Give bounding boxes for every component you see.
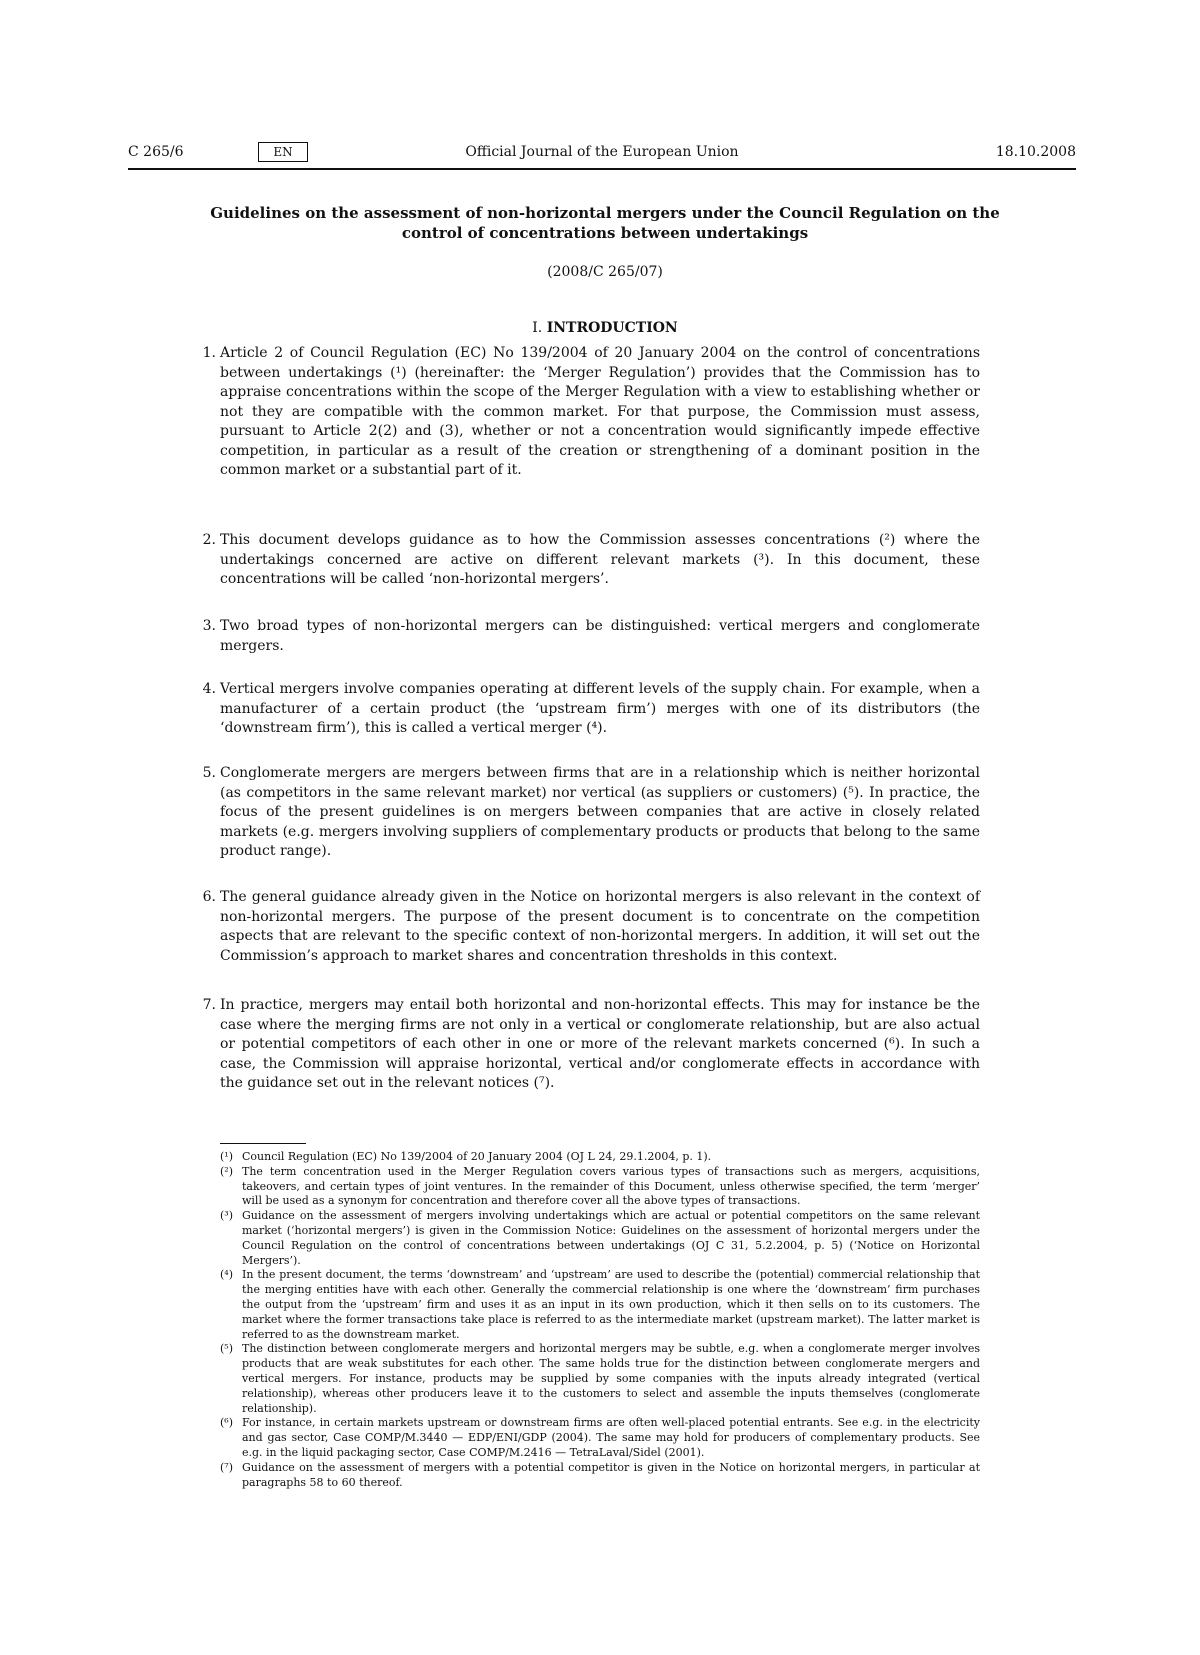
page-number: C 265/6	[128, 144, 184, 160]
footnote-divider	[220, 1143, 306, 1144]
paragraph-number: 7.	[202, 997, 216, 1013]
language-badge: EN	[258, 142, 308, 162]
footnote-number: (¹)	[220, 1150, 233, 1163]
footnote-2	[220, 1165, 980, 1209]
footnote-1	[220, 1150, 980, 1165]
section-title: INTRODUCTION	[546, 320, 678, 336]
paragraph-number: 2.	[202, 532, 216, 548]
footnotes	[220, 1150, 980, 1490]
footnote-text: The term concentration used in the Merger Regulation covers various types of transactions such as mergers, acquisitions, takeovers, and certain types of joint ventures. In the remainder of this Document, unless otherwise specified, the term ‘merger’ will be used as a synonym for concentration and therefore cover all the above types of transactions.	[242, 1164, 980, 1208]
publication-date: 18.10.2008	[995, 144, 1076, 160]
paragraph-number: 6.	[202, 889, 216, 905]
footnote-number: (³)	[220, 1209, 233, 1223]
footnote-text: Council Regulation (EC) No 139/2004 of 20 January 2004 (OJ L 24, 29.1.2004, p. 1).	[242, 1150, 712, 1163]
paragraph-text: Article 2 of Council Regulation (EC) No 139/2004 of 20 January 2004 on the control of concentrations between undertakings (¹) (hereinafter: the ‘Merger Regulation’) provides that the Commission has to appraise concentrations within the scope of the Merger Regulation with a view to establishing whether or not they are compatible with the common market. For that purpose, the Commission must assess, pursuant to Article 2(2) and (3), whether or not a concentration would significantly impede effective competition, in particular as a result of the creation or strengthening of a dominant position in the common market or a substantial part of it.	[220, 345, 980, 478]
journal-header	[128, 142, 1076, 170]
paragraph-7	[202, 996, 980, 1094]
paragraph-number: 5.	[202, 765, 216, 781]
footnote-number: (⁵)	[220, 1342, 233, 1356]
footnote-number: (⁶)	[220, 1416, 233, 1430]
paragraph-1	[202, 344, 980, 481]
paragraph-text: Two broad types of non-horizontal mergers can be distinguished: vertical mergers and conglomerate mergers.	[220, 618, 980, 654]
paragraph-text: Vertical mergers involve companies operating at different levels of the supply chain. For example, when a manufacturer of a certain product (the ‘upstream firm’) merges with one of its distributors (the ‘downstream firm’), this is called a vertical merger (⁴).	[220, 681, 980, 736]
paragraph-3	[202, 617, 980, 656]
footnote-number: (⁴)	[220, 1268, 233, 1282]
section-number: I.	[532, 320, 543, 336]
footnote-text: For instance, in certain markets upstream or downstream firms are often well-placed potential entrants. See e.g. in the electricity and gas sector, Case COMP/M.3440 — EDP/ENI/GDP (2004). The same may hold for producers of complementary products. See e.g. in the liquid packaging sector, Case COMP/M.2416 — TetraLaval/Sidel (2001).	[242, 1416, 980, 1459]
document-title: Guidelines on the assessment of non-horizontal mergers under the Council Regulation on the control of concentrations between undertakings	[210, 204, 1000, 242]
footnote-text: Guidance on the assessment of mergers with a potential competitor is given in the Notice on horizontal mergers, in particular at paragraphs 58 to 60 thereof.	[242, 1460, 980, 1489]
section-heading	[200, 320, 1010, 336]
footnote-6	[220, 1416, 980, 1460]
paragraph-number: 3.	[202, 618, 216, 634]
paragraph-number: 4.	[202, 681, 216, 697]
footnote-text: In the present document, the terms ‘downstream’ and ‘upstream’ are used to describe the (potential) commercial relationship that the merging entities have with each other. Generally the commercial relationship is one where the ‘downstream’ firm purchases the output from the ‘upstream’ firm and uses it as an input in its own production, which it then sells on to its customers. The market where the former transactions take place is referred to as the intermediate market (upstream market). The latter market is referred to as the downstream market.	[242, 1268, 980, 1341]
paragraph-text: In practice, mergers may entail both horizontal and non-horizontal effects. This may for instance be the case where the merging firms are not only in a vertical or conglomerate relationship, but are also actual or potential competitors of each other in one or more of the relevant markets concerned (⁶). In such a case, the Commission will appraise horizontal, vertical and/or conglomerate effects in accordance with the guidance set out in the relevant notices (⁷).	[220, 997, 980, 1091]
footnote-7	[220, 1461, 980, 1491]
paragraph-text: This document develops guidance as to how the Commission assesses concentrations (²) where the undertakings concerned are active on different relevant markets (³). In this document, these concentrations will be called ‘non-horizontal mergers’.	[220, 532, 980, 587]
paragraph-5	[202, 764, 980, 862]
paragraph-4	[202, 680, 980, 739]
footnote-text: Guidance on the assessment of mergers involving undertakings which are actual or potential competitors on the same relevant market (‘horizontal mergers’) is given in the Commission Notice: Guidelines on the assessment of horizontal mergers under the Council Regulation on the control of concentrations between undertakings (OJ C 31, 5.2.2004, p. 5) (‘Notice on Horizontal Mergers’).	[242, 1209, 980, 1267]
paragraph-2	[202, 531, 980, 590]
footnote-4	[220, 1268, 980, 1342]
footnote-5	[220, 1342, 980, 1416]
footnote-text: The distinction between conglomerate mergers and horizontal mergers may be subtle, e.g. when a conglomerate merger involves products that are weak substitutes for each other. The same holds true for the distinction between conglomerate mergers and vertical mergers. For instance, products may be supplied by some companies with the inputs already integrated (vertical relationship), whereas other producers leave it to the customers to select and assemble the inputs themselves (conglomerate relationship).	[242, 1342, 980, 1415]
paragraph-text: The general guidance already given in the Notice on horizontal mergers is also relevant in the context of non-horizontal mergers. The purpose of the present document is to concentrate on the competition aspects that are relevant to the specific context of non-horizontal mergers. In addition, it will set out the Commission’s approach to market shares and concentration thresholds in this context.	[220, 889, 980, 964]
footnote-number: (⁷)	[220, 1460, 233, 1474]
footnote-3	[220, 1209, 980, 1268]
paragraph-text: Conglomerate mergers are mergers between firms that are in a relationship which is neither horizontal (as competitors in the same relevant market) nor vertical (as suppliers or customers) (⁵). In practice, the focus of the present guidelines is on mergers between companies that are active in closely related markets (e.g. mergers involving suppliers of complementary products or products that belong to the same product range).	[220, 765, 980, 859]
journal-title: Official Journal of the European Union	[465, 144, 739, 160]
footnote-number: (²)	[220, 1164, 233, 1178]
paragraph-number: 1.	[202, 345, 216, 361]
paragraph-6	[202, 888, 980, 966]
document-reference: (2008/C 265/07)	[547, 264, 663, 280]
